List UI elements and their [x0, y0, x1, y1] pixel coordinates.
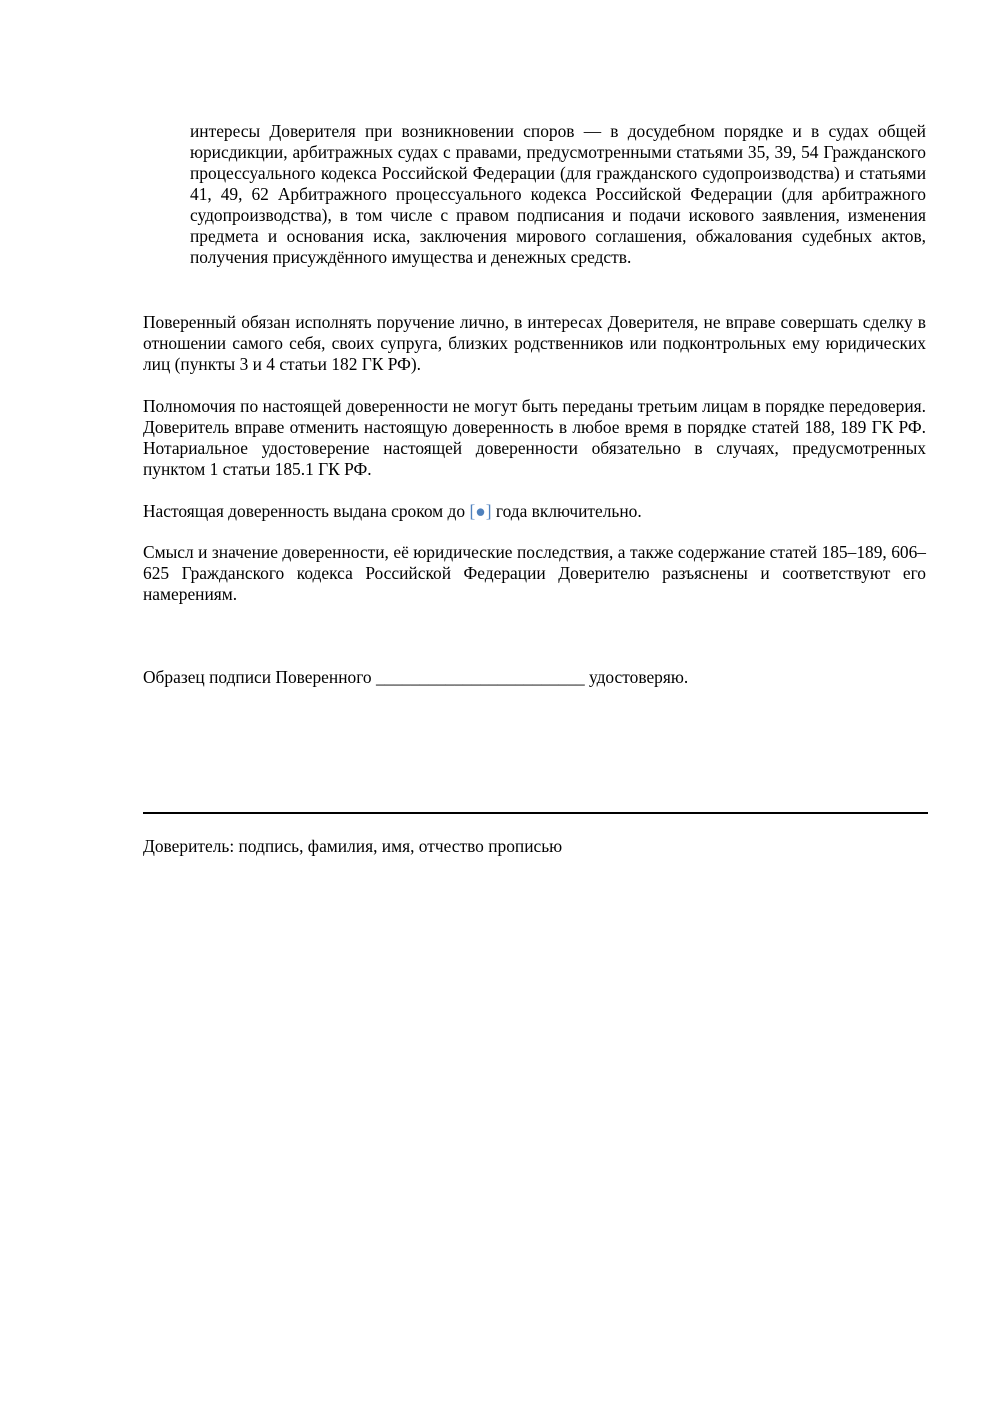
legal-consequences-paragraph: Смысл и значение доверенности, её юридические последствия, а также содержание статей 185–189, 606–625 Гражданского кодекса Российской Федерации Доверителю разъяснены и соответствуют его намерениям. — [143, 542, 926, 604]
powers-litigation-paragraph: интересы Доверителя при возникновении споров — в досудебном порядке и в судах общей юрисдикции, арбитражных судах с правами, предусмотренными статьями 35, 39, 54 Гражданского процессуального кодекса Российской Федерации (для гражданского судопроизводства) и статьями 41, 49, 62 Арбитражного процессуального кодекса Российской Федерации (для арбитражного судопроизводства), в том числе с правом подписания и подачи искового заявления, изменения предмета и основания иска, заключения мирового соглашения, обжалования судебных актов, получения присуждённого имущества и денежных средств. — [190, 121, 926, 267]
personal-execution-paragraph: Поверенный обязан исполнять поручение лично, в интересах Доверителя, не вправе совершать сделку в отношении самого себя, своих супруга, близких родственников или подконтрольных ему юридических лиц (пункты 3 и 4 статьи 182 ГК РФ). — [143, 312, 926, 374]
no-substitution-paragraph: Полномочия по настоящей доверенности не могут быть переданы третьим лицам в порядке передоверия. Доверитель вправе отменить настоящую доверенность в любое время в порядке статей 188, 189 ГК РФ. Нотариальное удостоверение настоящей доверенности обязательно в случаях, предусмотренных пунктом 1 статьи 185.1 ГК РФ. — [143, 396, 926, 479]
principal-signature-caption: Доверитель: подпись, фамилия, имя, отчество прописью — [143, 836, 563, 856]
validity-term-paragraph — [143, 501, 926, 522]
validity-date-placeholder: [●] — [469, 501, 492, 521]
attorney-sample-signature-line: Образец подписи Поверенного ________________________ удостоверяю. — [143, 667, 689, 687]
validity-term-text-after: года включительно. — [491, 501, 642, 521]
validity-term-text-before: Настоящая доверенность выдана сроком до — [143, 501, 470, 521]
principal-signature-rule — [143, 812, 928, 814]
